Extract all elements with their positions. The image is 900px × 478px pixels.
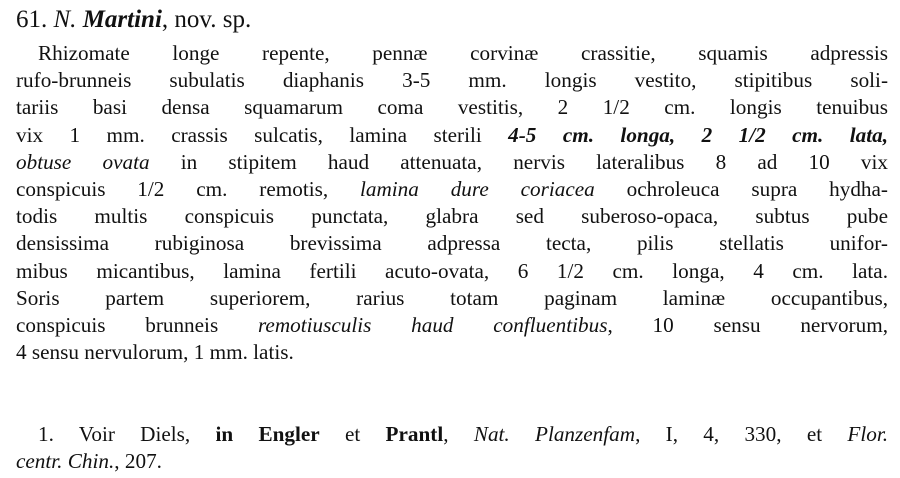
footnote: [16, 421, 888, 475]
species-suffix: , nov. sp.: [161, 6, 252, 33]
italic-run: remotiusculis haud confluentibus: [257, 313, 608, 338]
description-line: 4 sensu nervulorum, 1 mm. latis.: [16, 340, 294, 365]
bold-run: Prantl: [385, 422, 444, 446]
description-line: densissima rubiginosa brevissima adpressa tecta, pilis stellatis unifor-: [16, 231, 888, 256]
text-run: ochroleuca supra hydha-: [594, 177, 888, 202]
italic-run: centr. Chin.: [16, 449, 115, 474]
italic-run: obtuse ovata: [16, 149, 150, 174]
species-number: 61.: [16, 6, 48, 33]
description-line: [16, 176, 888, 203]
species-heading: [16, 4, 251, 36]
italic-run: lamina dure coriacea: [360, 177, 595, 202]
italic-run: Nat. Planzenfam: [473, 422, 636, 446]
footnote-number: 1.: [38, 422, 54, 446]
text-run: , I, 4, 330, et: [635, 422, 848, 446]
italic-run: 4-5 cm. longa, 2 1/2 cm. lata,: [508, 122, 888, 147]
description-line: tariis basi densa squamarum coma vestitis, 2 1/2 cm. longis tenuibus: [16, 95, 888, 120]
text-run: conspicuis 1/2 cm. remotis,: [16, 177, 360, 202]
text-run: in stipitem haud attenuata, nervis lateralibus 8 ad 10 vix: [149, 149, 888, 174]
genus-abbrev: N.: [53, 6, 77, 33]
description-line: [16, 122, 888, 149]
species-description: [16, 40, 888, 366]
text-run: , 10 sensu nervorum,: [607, 313, 888, 338]
bold-run: in Engler: [215, 422, 320, 446]
text-run: et: [319, 422, 386, 446]
description-line: [16, 312, 888, 339]
description-line: mibus micantibus, lamina fertili acuto-ovata, 6 1/2 cm. longa, 4 cm. lata.: [16, 258, 888, 283]
description-line: Soris partem superiorem, rarius totam paginam laminæ occupantibus,: [16, 285, 888, 310]
species-epithet: Martini: [82, 6, 162, 33]
description-line: [16, 149, 888, 176]
text-run: vix 1 mm. crassis sulcatis, lamina sterili: [16, 122, 509, 147]
text-run: conspicuis brunneis: [16, 313, 258, 338]
description-line: Rhizomate longe repente, pennæ corvinæ crassitie, squamis adpressis: [38, 41, 888, 65]
text-run: , 207.: [114, 449, 162, 474]
text-run: Voir Diels,: [53, 422, 216, 446]
footnote-line: [16, 421, 888, 448]
text-run: ,: [443, 422, 474, 446]
description-line: todis multis conspicuis punctata, glabra sed suberoso-opaca, subtus pube: [16, 204, 888, 229]
description-line: rufo-brunneis subulatis diaphanis 3-5 mm. longis vestito, stipitibus soli-: [16, 68, 888, 93]
footnote-line: [16, 448, 888, 475]
species-name: [54, 6, 162, 33]
italic-run: Flor.: [847, 422, 889, 446]
